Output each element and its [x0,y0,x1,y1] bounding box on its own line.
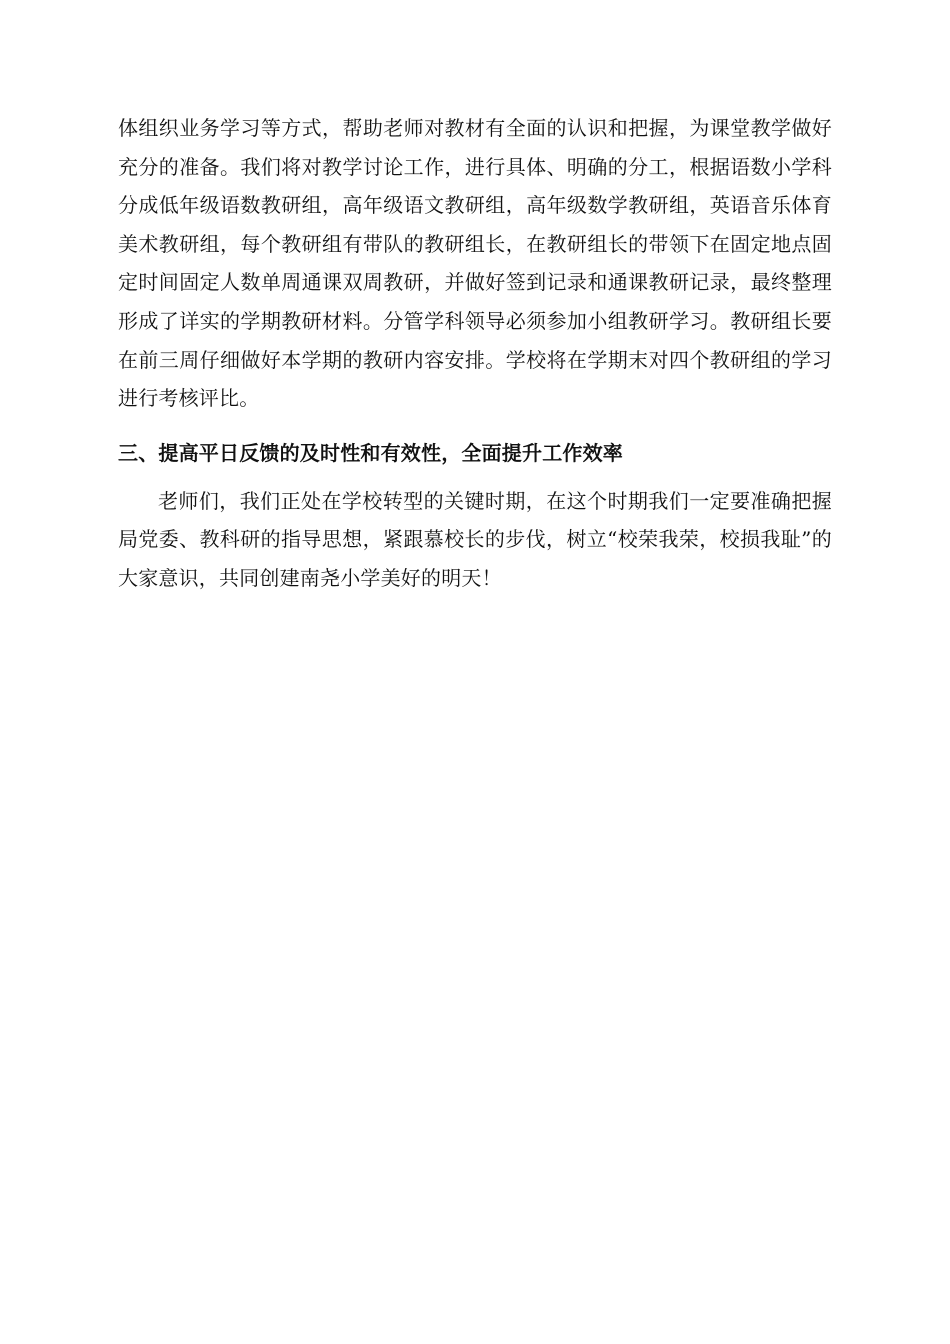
document-body [118,109,832,598]
paragraph-closing: 老师们，我们正处在学校转型的关键时期，在这个时期我们一定要准确把握局党委、教科研的指导思想，紧跟慕校长的步伐，树立“校荣我荣，校损我耻”的大家意识，共同创建南尧小学美好的明天！ [118,488,832,590]
paragraph-teaching-research: 体组织业务学习等方式，帮助老师对教材有全面的认识和把握，为课堂教学做好充分的准备。我们将对教学讨论工作，进行具体、明确的分工，根据语数小学科分成低年级语数教研组，高年级语文教研组，高年级数学教研组，英语音乐体育美术教研组，每个教研组有带队的教研组长，在教研组长的带领下在固定地点固定时间固定人数单周通课双周教研，并做好签到记录和通课教研记录，最终整理形成了详实的学期教研材料。分管学科领导必须参加小组教研学习。教研组长要在前三周仔细做好本学期的教研内容安排。学校将在学期末对四个教研组的学习进行考核评比。 [118,116,832,411]
section-heading-3: 三、提高平日反馈的及时性和有效性，全面提升工作效率 [118,440,623,465]
